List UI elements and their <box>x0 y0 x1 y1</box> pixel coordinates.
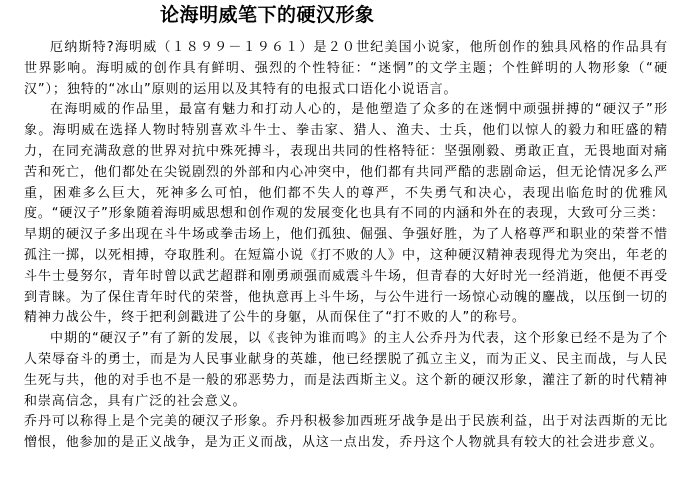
paragraph-middle-tough-guy: 中期的“硬汉子”有了新的发展，以《丧钟为谁而鸣》的主人公乔丹为代表，这个形象已经不是为了个人荣辱奋斗的勇士，而是为人民事业献身的英雄，他已经摆脱了孤立主义，而为正义、民主而战，与人民生死与共，他的对手也不是一般的邪恶势力，而是法西斯主义。这个新的硬汉形象，灌注了新的时代精神和崇高信念，具有广泛的社会意义。 <box>24 331 668 409</box>
paragraph-early-tough-guy: 早期的硬汉子多出现在斗牛场或拳击场上，他们孤独、倔强、争强好胜，为了人格尊严和职业的荣誉不惜孤注一掷，以死相搏，夺取胜利。在短篇小说《打不败的人》中，这种硬汉精神表现得尤为突出，年老的斗牛士曼努尔，青年时曾以武艺超群和刚勇顽强而威震斗牛场，但青春的大好时光一经消逝，他便不再受到青睐。为了保住青年时代的荣誉，他执意再上斗牛场，与公牛进行一场惊心动魄的鏖战，以压倒一切的精神力战公牛，终于把利剑戳进了公牛的身躯，从而保住了“打不败的人”的称号。 <box>24 227 668 326</box>
paragraph-tough-guy-overview: 在海明威的作品里，最富有魅力和打动人心的，是他塑造了众多的在迷惘中顽强拼搏的“硬汉子”形象。海明威在选择人物时特别喜欢斗牛士、拳击家、猎人、渔夫、士兵，他们以惊人的毅力和旺盛的精力，在同充满敌意的世界对抗中殊死搏斗，表现出共同的性格特征：坚强刚毅、勇敢正直，无畏地面对痛苦和死亡，他们都处在尖锐剧烈的外部和内心冲突中，他们都有共同严酷的悲剧命运，但无论情况多么严重，困难多么巨大，死神多么可怕，他们都不失人的尊严，不失勇气和决心，表现出临危时的优雅风度。“硬汉子”形象随着海明威思想和创作观的发展变化也具有不同的内涵和外在的表现，大致可分三类： <box>24 102 668 222</box>
paragraph-jordan: 乔丹可以称得上是个完美的硬汉子形象。乔丹积极参加西班牙战争是出于民族利益，出于对法西斯的无比憎恨，他参加的是正义战争，是为正义而战，从这一点出发，乔丹这个人物就具有较大的社会进步意义。 <box>24 414 668 451</box>
document-body <box>24 38 668 454</box>
paragraph-intro: 厄纳斯特?海明威（１８９９－１９６１）是２０世纪美国小说家，他所创作的独具风格的作品具有世界影响。海明威的创作具有鲜明、强烈的个性特征：“迷惘”的文学主题；个性鲜明的人物形象（“硬汉”）；独特的“冰山”原则的运用以及其特有的电报式口语化小说语言。 <box>24 40 668 97</box>
document-title: 论海明威笔下的硬汉形象 <box>160 4 375 26</box>
